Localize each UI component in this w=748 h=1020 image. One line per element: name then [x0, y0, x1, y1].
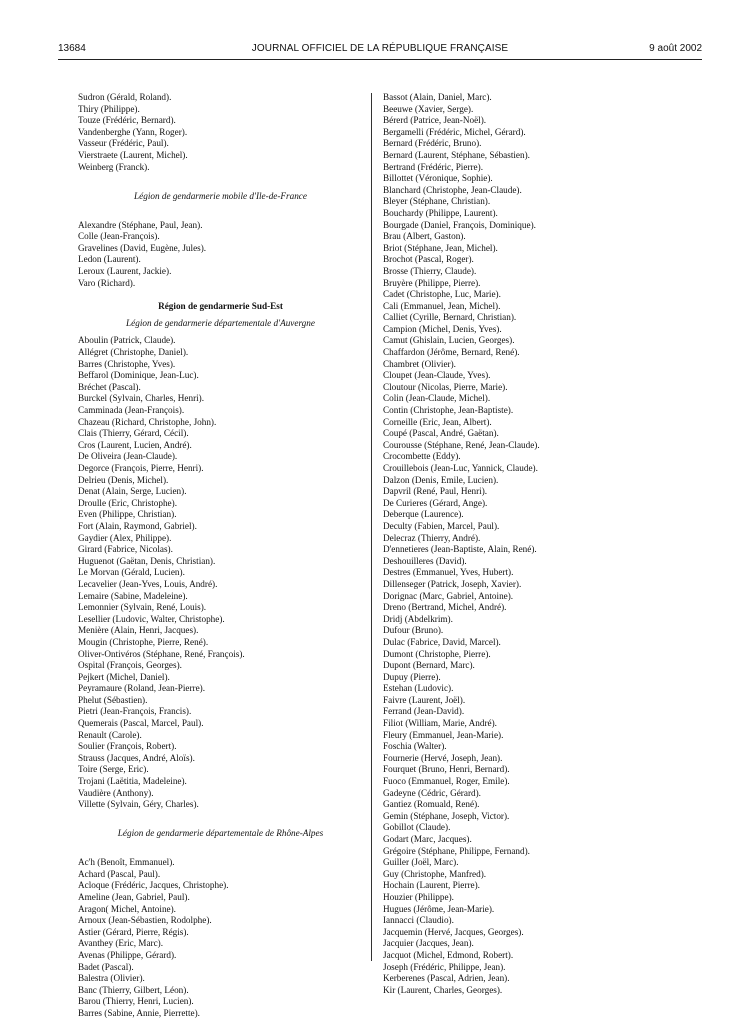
- list-item: Vandenberghe (Yann, Roger).: [78, 126, 188, 137]
- list-item: Kerberenes (Pascal, Adrien, Jean).: [383, 973, 510, 984]
- section-heading: Légion de gendarmerie départementale de Rhône-Alpes: [117, 828, 324, 839]
- list-item: Acloque (Frédéric, Jacques, Christophe).: [78, 880, 229, 891]
- journal-title: JOURNAL OFFICIEL DE LA RÉPUBLIQUE FRANÇAISE: [251, 43, 509, 54]
- list-item: Girard (Fabrice, Nicolas).: [78, 544, 173, 555]
- list-item: Kir (Laurent, Charles, Georges).: [383, 984, 503, 995]
- list-item: Dreno (Bertrand, Michel, André).: [383, 602, 507, 613]
- list-item: Courousse (Stéphane, René, Jean-Claude).: [383, 439, 540, 450]
- list-item: Quemerais (Pascal, Marcel, Paul).: [78, 718, 204, 729]
- list-item: Bernard (Laurent, Stéphane, Sébastien).: [383, 149, 530, 160]
- list-item: Le Morvan (Gérald, Lucien).: [78, 567, 185, 578]
- list-item: Contin (Christophe, Jean-Baptiste).: [383, 405, 514, 416]
- list-item: Dufour (Bruno).: [383, 625, 444, 636]
- left-column: [78, 92, 363, 1020]
- list-item: Jacquemin (Hervé, Jacques, Georges).: [383, 926, 524, 937]
- list-item: Hochain (Laurent, Pierre).: [383, 880, 480, 891]
- list-item: Arnoux (Jean-Sébastien, Rodolphe).: [78, 915, 212, 926]
- list-item: Dupont (Bernard, Marc).: [383, 660, 475, 671]
- list-item: Fournerie (Hervé, Joseph, Jean).: [383, 752, 503, 763]
- list-item: Deberque (Laurence).: [383, 509, 464, 520]
- list-item: Allégret (Christophe, Daniel).: [78, 347, 189, 358]
- list-item: Dalzon (Denis, Emile, Lucien).: [383, 474, 499, 485]
- list-item: Bouchardy (Philippe, Laurent).: [383, 207, 498, 218]
- list-item: Guiller (Joël, Marc).: [383, 857, 459, 868]
- list-item: Renault (Carole).: [78, 729, 142, 740]
- list-item: Bleyer (Stéphane, Christian).: [383, 196, 491, 207]
- list-item: Camut (Ghislain, Lucien, Georges).: [383, 335, 515, 346]
- list-item: Avenas (Philippe, Gérard).: [78, 949, 177, 960]
- list-item: Strauss (Jacques, André, Aloïs).: [78, 752, 195, 763]
- list-item: Vasseur (Frédéric, Paul).: [78, 138, 169, 149]
- list-item: Oliver-Ontivéros (Stéphane, René, François).: [78, 648, 245, 659]
- list-item: Brochot (Pascal, Roger).: [383, 254, 474, 265]
- list-item: Ac'h (Benoît, Emmanuel).: [78, 857, 175, 868]
- list-item: Bassot (Alain, Daniel, Marc).: [383, 92, 492, 102]
- list-item: Gantiez (Romuald, René).: [383, 799, 480, 810]
- list-item: Coupé (Pascal, André, Gaëtan).: [383, 428, 499, 439]
- list-item: Droulle (Eric, Christophe).: [78, 497, 177, 508]
- list-item: Weinberg (Franck).: [78, 161, 150, 172]
- list-item: Crouillebois (Jean-Luc, Yannick, Claude).: [383, 463, 538, 473]
- list-item: Brau (Albert, Gaston).: [383, 231, 466, 242]
- list-item: Even (Philippe, Christian).: [78, 509, 177, 520]
- list-item: Blanchard (Christophe, Jean-Claude).: [383, 184, 522, 195]
- list-item: Gadeyne (Cédric, Gérard).: [383, 787, 481, 798]
- list-item: Trojani (Laëtitia, Madeleine).: [78, 776, 187, 787]
- list-item: Hugues (Jérôme, Jean-Marie).: [383, 903, 495, 914]
- list-item: Estehan (Ludovic).: [383, 683, 454, 694]
- list-item: Pietri (Jean-François, Francis).: [78, 706, 192, 717]
- list-item: Gobillot (Claude).: [383, 822, 451, 833]
- list-item: Phelut (Sébastien).: [78, 694, 148, 705]
- list-item: Ospital (François, Georges).: [78, 660, 182, 671]
- list-item: Cloutour (Nicolas, Pierre, Marie).: [383, 381, 508, 392]
- list-item: Aragon( Michel, Antoine).: [78, 903, 176, 914]
- list-item: Brosse (Thierry, Claude).: [383, 265, 477, 276]
- list-item: Gaydier (Alex, Philippe).: [78, 532, 172, 543]
- list-item: Gemin (Stéphane, Joseph, Victor).: [383, 810, 510, 821]
- list-item: Bourgade (Daniel, François, Dominique).: [383, 219, 536, 230]
- list-item: Villette (Sylvain, Géry, Charles).: [78, 799, 199, 810]
- list-item: Iannacci (Claudio).: [383, 915, 454, 926]
- list-item: Lemaire (Sabine, Madeleine).: [78, 590, 188, 601]
- list-item: Astier (Gérard, Pierre, Régis).: [78, 926, 189, 937]
- page-header: [58, 43, 702, 59]
- region-heading: Région de gendarmerie Sud-Est: [158, 300, 283, 311]
- section-heading: Légion de gendarmerie départementale d'Auvergne: [126, 318, 315, 329]
- list-item: Filiot (William, Marie, André).: [383, 718, 497, 729]
- list-item: Houzier (Philippe).: [383, 891, 454, 902]
- list-item: Colle (Jean-François).: [78, 231, 160, 242]
- list-item: Avanthey (Eric, Marc).: [78, 938, 164, 949]
- list-item: Touze (Frédéric, Bernard).: [78, 115, 176, 126]
- list-item: Aboulin (Patrick, Claude).: [78, 335, 176, 346]
- list-item: Bérerd (Patrice, Jean-Noël).: [383, 115, 487, 126]
- list-item: Vierstraete (Laurent, Michel).: [78, 149, 188, 160]
- list-item: Delrieu (Denis, Michel).: [78, 474, 169, 485]
- list-item: Ferrand (Jean-David).: [383, 706, 465, 717]
- list-item: Badet (Pascal).: [78, 961, 134, 972]
- list-item: Sudron (Gérald, Roland).: [78, 92, 172, 102]
- list-item: Deculty (Fabien, Marcel, Paul).: [383, 520, 500, 531]
- list-item: Barres (Sabine, Annie, Pierrette).: [78, 1007, 200, 1018]
- list-item: Chazeau (Richard, Christophe, John).: [78, 416, 217, 427]
- list-item: Grégoire (Stéphane, Philippe, Fernand).: [383, 845, 530, 856]
- list-item: Leroux (Laurent, Jackie).: [78, 265, 172, 276]
- list-item: Cros (Laurent, Lucien, André).: [78, 439, 192, 450]
- list-item: Barres (Christophe, Yves).: [78, 358, 176, 369]
- list-item: Beeuwe (Xavier, Serge).: [383, 103, 474, 114]
- list-item: Menière (Alain, Henri, Jacques).: [78, 625, 199, 636]
- list-item: Dulac (Fabrice, David, Marcel).: [383, 636, 501, 647]
- list-item: Billottet (Véronique, Sophie).: [383, 173, 493, 184]
- header-divider: [58, 59, 702, 60]
- list-item: Bergamelli (Frédéric, Michel, Gérard).: [383, 126, 526, 137]
- list-item: Fleury (Emmanuel, Jean-Marie).: [383, 729, 504, 740]
- list-item: Thiry (Philippe).: [78, 103, 140, 114]
- list-item: Toire (Serge, Eric).: [78, 764, 149, 775]
- list-item: Corneille (Eric, Jean, Albert).: [383, 416, 492, 427]
- list-item: Fuoco (Emmanuel, Roger, Emile).: [383, 776, 510, 787]
- list-item: Balestra (Olivier).: [78, 973, 145, 984]
- list-item: Varo (Richard).: [78, 277, 136, 288]
- list-item: Vaudière (Anthony).: [78, 787, 154, 798]
- list-item: Destres (Emmanuel, Yves, Hubert).: [383, 567, 514, 578]
- list-item: Pejkert (Michel, Daniel).: [78, 671, 170, 682]
- list-item: Deshouilleres (David).: [383, 555, 467, 566]
- list-item: Peyramaure (Roland, Jean-Pierre).: [78, 683, 206, 694]
- list-item: Cloupet (Jean-Claude, Yves).: [383, 370, 491, 381]
- list-item: Bernard (Frédéric, Bruno).: [383, 138, 482, 149]
- list-item: Bréchet (Pascal).: [78, 381, 141, 392]
- page-number: 13684: [58, 43, 86, 54]
- list-item: Dapvril (René, Paul, Henri).: [383, 486, 488, 497]
- list-item: Burckel (Sylvain, Charles, Henri).: [78, 393, 205, 404]
- list-item: Foschia (Walter).: [383, 741, 447, 752]
- list-item: Clais (Thierry, Gérard, Cécil).: [78, 428, 189, 439]
- list-item: D'ennetieres (Jean-Baptiste, Alain, René).: [383, 544, 537, 555]
- list-item: Jacquot (Michel, Edmond, Robert).: [383, 949, 514, 960]
- list-item: Mougin (Christophe, Pierre, René).: [78, 636, 209, 647]
- list-item: Denat (Alain, Serge, Lucien).: [78, 486, 187, 497]
- list-item: De Curieres (Gérard, Ange).: [383, 497, 488, 508]
- list-item: Guy (Christophe, Manfred).: [383, 868, 487, 879]
- list-item: Ameline (Jean, Gabriel, Paul).: [78, 892, 190, 902]
- column-divider: [371, 93, 372, 961]
- list-item: Cali (Emmanuel, Jean, Michel).: [383, 300, 501, 311]
- list-item: Chaffardon (Jérôme, Bernard, René).: [383, 347, 520, 358]
- list-item: Lesellier (Ludovic, Walter, Christophe).: [78, 613, 225, 624]
- list-item: Crocombette (Eddy).: [383, 451, 461, 462]
- list-item: Ledon (Laurent).: [78, 254, 141, 265]
- list-item: Camminada (Jean-François).: [78, 405, 185, 416]
- list-item: Chambret (Olivier).: [383, 358, 456, 369]
- list-item: Fourquet (Bruno, Henri, Bernard).: [383, 764, 510, 775]
- list-item: Banc (Thierry, Gilbert, Léon).: [78, 984, 189, 995]
- list-item: Cadet (Christophe, Luc, Marie).: [383, 289, 501, 300]
- list-item: Calliet (Cyrille, Bernard, Christian).: [383, 312, 517, 323]
- list-item: Degorce (François, Pierre, Henri).: [78, 463, 204, 474]
- list-item: Barou (Thierry, Henri, Lucien).: [78, 996, 194, 1007]
- list-item: Lecavelier (Jean-Yves, Louis, André).: [78, 578, 218, 589]
- list-item: Dumont (Christophe, Pierre).: [383, 648, 491, 659]
- list-item: Fort (Alain, Raymond, Gabriel).: [78, 520, 197, 531]
- list-item: Briot (Stéphane, Jean, Michel).: [383, 242, 498, 253]
- list-item: Lemonnier (Sylvain, René, Louis).: [78, 602, 207, 613]
- list-item: Bertrand (Frédéric, Pierre).: [383, 161, 483, 172]
- list-item: Bruyère (Philippe, Pierre).: [383, 277, 481, 288]
- list-item: Faivre (Laurent, Joël).: [383, 694, 466, 705]
- list-item: De Oliveira (Jean-Claude).: [78, 451, 178, 462]
- list-item: Beffarol (Dominique, Jean-Luc).: [78, 370, 199, 381]
- list-item: Joseph (Frédéric, Philippe, Jean).: [383, 961, 506, 972]
- list-item: Dridj (Abdelkrim).: [383, 613, 453, 624]
- list-item: Dorignac (Marc, Gabriel, Antoine).: [383, 590, 514, 601]
- list-item: Godart (Marc, Jacques).: [383, 834, 472, 844]
- list-item: Gravelines (David, Eugène, Jules).: [78, 242, 207, 253]
- section-heading: Légion de gendarmerie mobile d'Ile-de-France: [134, 190, 307, 201]
- list-item: Achard (Pascal, Paul).: [78, 868, 161, 879]
- list-item: Jacquier (Jacques, Jean).: [383, 938, 474, 949]
- right-column: [383, 92, 703, 996]
- list-item: Alexandre (Stéphane, Paul, Jean).: [78, 219, 203, 230]
- list-item: Soulier (François, Robert).: [78, 741, 177, 752]
- list-item: Huguenot (Gaëtan, Denis, Christian).: [78, 555, 216, 566]
- list-item: Colin (Jean-Claude, Michel).: [383, 393, 491, 404]
- list-item: Campion (Michel, Denis, Yves).: [383, 323, 502, 334]
- list-item: Dillenseger (Patrick, Joseph, Xavier).: [383, 578, 522, 589]
- list-item: Dupuy (Pierre).: [383, 671, 441, 682]
- publication-date: 9 août 2002: [649, 43, 702, 54]
- list-item: Delecraz (Thierry, André).: [383, 532, 481, 543]
